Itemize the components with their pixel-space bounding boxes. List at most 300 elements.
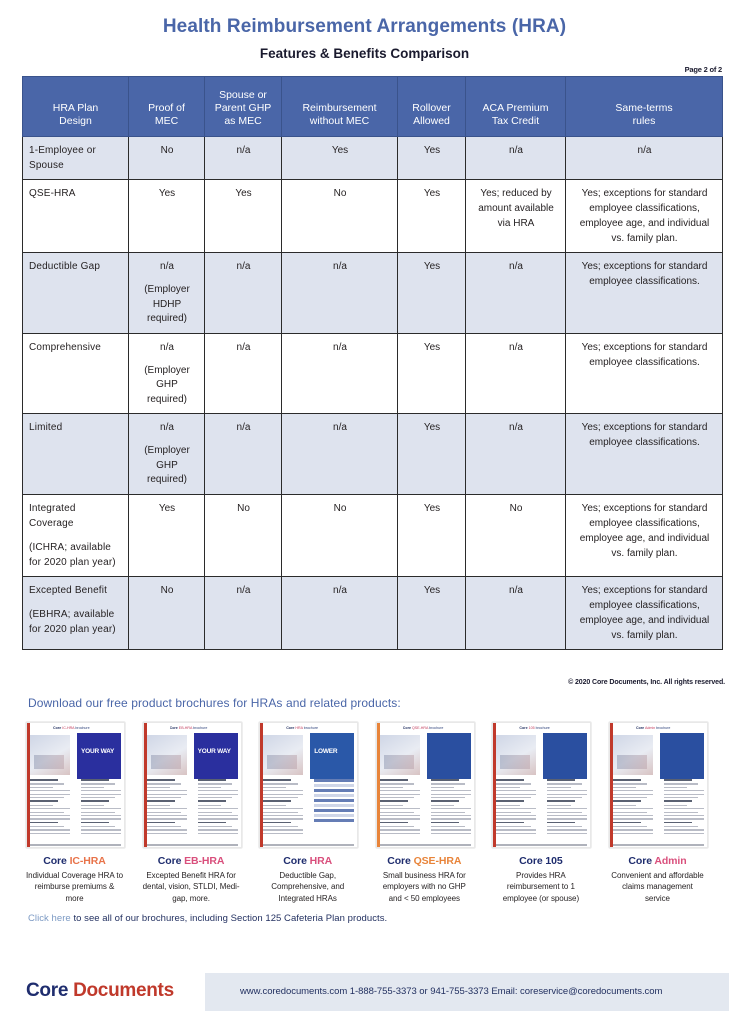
cell-same-terms-rules xyxy=(566,137,723,180)
brochure-text-line xyxy=(198,805,221,806)
brochure-text-line xyxy=(81,829,121,830)
brochure-text-line xyxy=(147,818,187,819)
header-line: Parent GHP xyxy=(214,101,272,114)
brochure-chart-bar xyxy=(314,799,354,802)
page-indicator: Page 2 of 2 xyxy=(684,65,722,74)
brochure-text-line xyxy=(380,794,420,795)
brochure-brand: Core xyxy=(283,855,310,867)
brochure-chart-bar xyxy=(314,779,354,782)
header-line: as MEC xyxy=(224,114,262,127)
brochure-text-line xyxy=(613,790,653,791)
cell-value: Yes; reduced by amount available via HRA xyxy=(478,188,554,229)
page-subtitle: Features & Benefits Comparison xyxy=(259,45,470,61)
brochure-text-line xyxy=(81,783,115,784)
cell-value: Yes; exceptions for standard employee classifications, employee age, and individual vs. family plan. xyxy=(579,188,710,244)
brochure-card[interactable] xyxy=(376,722,473,904)
brochure-text-line xyxy=(664,800,692,802)
brochure-text-line xyxy=(147,826,181,827)
brochure-text-line xyxy=(664,779,692,781)
brochure-chart-bars xyxy=(314,779,354,824)
brochure-text-line xyxy=(263,797,297,798)
brochure-text-line xyxy=(380,797,414,798)
brochure-text-line xyxy=(30,783,64,784)
brochure-body-lines xyxy=(496,779,587,841)
brochure-text-line xyxy=(380,826,414,827)
brochure-text-line xyxy=(81,818,121,819)
cell-value: Yes xyxy=(423,188,441,199)
brochure-footer-rule xyxy=(496,844,587,846)
brochure-footer-rule xyxy=(30,844,121,846)
brochure-cover-header: Core IC-HRA brochure xyxy=(53,726,90,730)
brochure-text-line xyxy=(198,800,226,802)
brochure-text-line xyxy=(147,783,181,784)
brochure-text-line xyxy=(613,779,641,781)
brochure-text-line xyxy=(547,779,575,781)
cell-rollover-allowed xyxy=(398,414,466,495)
brochure-text-line xyxy=(431,783,465,784)
brochure-text-line xyxy=(613,808,653,809)
cell-aca-premium-tax-credit xyxy=(466,137,566,180)
brochure-text-line xyxy=(613,787,636,788)
brochure-text-line xyxy=(81,833,121,834)
brochure-text-line xyxy=(664,815,704,816)
brochure-body-lines xyxy=(147,779,238,841)
brochure-text-line xyxy=(30,800,58,802)
header-line: Design xyxy=(59,114,92,127)
brochure-text-line xyxy=(547,794,587,795)
brochure-text-line xyxy=(664,808,704,809)
plan-name: Comprehensive xyxy=(29,341,101,353)
brochure-text-line xyxy=(496,800,524,802)
brochure-thumbnail[interactable] xyxy=(492,722,591,848)
brochure-text-line xyxy=(613,815,653,816)
brochure-text-column xyxy=(30,779,70,841)
brochure-text-line xyxy=(380,800,408,802)
brochure-thumbnail[interactable] xyxy=(26,722,125,848)
cell-plan-design xyxy=(23,253,129,334)
brochure-cover-panel xyxy=(660,733,704,779)
cell-value: n/a xyxy=(509,584,523,596)
brochure-text-line xyxy=(30,818,70,819)
brochure-text-column xyxy=(263,779,303,841)
cell-value: Yes; exceptions for standard employee classifications, employee age, and individual vs. family plan. xyxy=(579,502,710,559)
brochure-text-column xyxy=(314,779,354,841)
brochure-text-line xyxy=(664,812,698,813)
col-header-spouse-parent-ghp xyxy=(205,77,282,137)
cell-value: Yes xyxy=(423,341,441,353)
brochure-body-lines xyxy=(30,779,121,841)
brochure-product-name: IC-HRA xyxy=(69,855,106,867)
brochure-chart-bar xyxy=(314,819,354,822)
cell-spouse-parent-ghp xyxy=(205,576,282,649)
brochure-text-line xyxy=(263,794,303,795)
header-line: Tax Credit xyxy=(491,114,540,127)
brochure-text-line xyxy=(198,829,238,830)
brochure-title xyxy=(376,855,473,867)
header-line: ACA Premium xyxy=(482,101,549,114)
brochure-text-line xyxy=(664,829,704,830)
comparison-table-wrapper xyxy=(22,76,722,650)
brochure-thumbnail[interactable] xyxy=(609,722,708,848)
brochure-text-line xyxy=(198,787,221,788)
brochure-text-line xyxy=(81,800,109,802)
brochure-text-line xyxy=(613,829,653,830)
cell-value: n/a xyxy=(333,584,347,596)
brochure-footer-rule xyxy=(613,844,704,846)
header-line: MEC xyxy=(154,114,179,127)
brochure-text-line xyxy=(431,826,465,827)
logo-core-text: Core xyxy=(26,980,69,1001)
cell-value: Yes xyxy=(158,502,176,514)
brochure-text-line xyxy=(198,808,238,809)
plan-name: QSE-HRA xyxy=(29,188,76,199)
brochures-link-line xyxy=(28,913,387,924)
cell-rollover-allowed xyxy=(398,253,466,334)
brochure-card[interactable] xyxy=(259,722,356,904)
brochure-description: Small business HRA for employers with no GHP and < 50 employees xyxy=(382,871,466,903)
brochure-text-line xyxy=(30,829,70,830)
cell-value: No xyxy=(237,502,250,514)
brochure-text-line xyxy=(613,818,653,819)
brochure-cover-photo xyxy=(496,735,536,775)
table-header-row xyxy=(23,77,723,137)
brochure-text-line xyxy=(496,812,530,813)
brochure-cover-photo xyxy=(613,735,653,775)
logo-documents-text: Documents xyxy=(73,980,174,1001)
brochure-cover-header: Core HRA brochure xyxy=(286,726,318,730)
core-documents-logo xyxy=(26,980,174,1002)
brochure-text-line xyxy=(547,787,570,788)
brochure-text-line xyxy=(30,808,70,809)
brochure-cover-photo xyxy=(30,735,70,775)
cell-plan-design xyxy=(23,180,129,253)
col-header-proof-of-mec xyxy=(129,77,205,137)
cell-value: n/a xyxy=(236,584,251,596)
header-line: rules xyxy=(632,114,656,127)
brochure-text-column xyxy=(147,779,187,841)
cell-plan-design xyxy=(23,576,129,649)
brochure-text-line xyxy=(496,829,536,830)
brochure-footer-rule xyxy=(263,844,354,846)
brochure-chart-bar xyxy=(314,784,354,787)
brochure-cover-panel xyxy=(543,733,587,779)
brochure-text-line xyxy=(664,822,692,824)
brochure-text-line xyxy=(664,787,687,788)
brochure-text-line xyxy=(547,797,581,798)
brochure-text-line xyxy=(613,805,636,806)
cell-spouse-parent-ghp xyxy=(205,253,282,334)
cell-aca-premium-tax-credit xyxy=(466,414,566,495)
brochure-cover-panel xyxy=(77,733,121,779)
brochure-text-line xyxy=(30,822,58,824)
cell-spouse-parent-ghp xyxy=(205,333,282,414)
brochure-thumbnail[interactable] xyxy=(376,722,475,848)
brochure-brand: Core xyxy=(157,855,185,867)
cell-value: Yes; exceptions for standard employee classifications, employee age, and individual vs. family plan. xyxy=(579,584,710,641)
cell-value: n/a xyxy=(236,341,251,353)
brochure-title xyxy=(492,855,589,867)
plan-name: Limited xyxy=(29,422,63,433)
brochure-text-line xyxy=(431,833,471,834)
brochure-product-name: EB-HRA xyxy=(184,855,225,867)
brochure-text-line xyxy=(496,805,519,806)
table-row xyxy=(23,137,723,180)
cell-reimbursement-without-mec xyxy=(282,180,398,253)
brochure-text-line xyxy=(81,826,115,827)
brochure-text-column xyxy=(496,779,536,841)
plan-note: (EBHRA; available for 2020 plan year) xyxy=(29,608,116,635)
brochure-text-line xyxy=(147,808,187,809)
brochure-text-line xyxy=(198,790,238,791)
brochure-text-line xyxy=(30,833,70,834)
brochure-text-line xyxy=(81,808,121,809)
brochure-card[interactable] xyxy=(492,722,589,904)
brochure-text-line xyxy=(198,833,238,834)
cell-value: n/a xyxy=(333,261,347,272)
cell-reimbursement-without-mec xyxy=(282,137,398,180)
cell-plan-design xyxy=(23,414,129,495)
brochure-text-line xyxy=(547,818,587,819)
cell-plan-design xyxy=(23,494,129,576)
cell-value: No xyxy=(333,502,347,514)
brochure-text-line xyxy=(147,812,181,813)
brochure-cover-header: Core EB-HRA brochure xyxy=(169,726,208,730)
brochure-cover-header: Core QSE-HRA brochure xyxy=(402,726,444,730)
cell-same-terms-rules xyxy=(566,333,723,414)
cell-proof-of-mec xyxy=(129,137,205,180)
brochure-text-line xyxy=(380,818,420,819)
brochure-text-line xyxy=(613,800,641,802)
brochure-text-line xyxy=(198,826,232,827)
plan-note: (ICHRA; available for 2020 plan year) xyxy=(29,541,116,568)
brochure-text-line xyxy=(547,829,587,830)
cell-value: n/a xyxy=(160,261,174,272)
brochure-product-name: QSE-HRA xyxy=(413,855,462,867)
brochure-text-line xyxy=(30,826,64,827)
header-line: Rollover xyxy=(412,101,451,114)
hra-comparison-table xyxy=(22,76,723,650)
cell-aca-premium-tax-credit xyxy=(466,253,566,334)
cell-proof-of-mec xyxy=(129,253,205,334)
brochure-text-line xyxy=(431,790,471,791)
cell-spouse-parent-ghp xyxy=(205,180,282,253)
click-here-rest: to see all of our brochures, including Section 125 Cafeteria Plan products. xyxy=(70,913,388,924)
brochure-text-line xyxy=(263,800,291,802)
brochure-text-line xyxy=(496,818,536,819)
brochure-text-line xyxy=(547,815,587,816)
cell-value: n/a xyxy=(236,261,251,272)
cell-reimbursement-without-mec xyxy=(282,576,398,649)
brochure-text-line xyxy=(198,822,226,824)
brochure-text-line xyxy=(431,812,465,813)
brochure-text-line xyxy=(380,833,420,834)
brochure-text-line xyxy=(198,815,238,816)
page-title: Health Reimbursement Arrangements (HRA) xyxy=(162,16,567,37)
brochure-brand: Core xyxy=(628,855,655,867)
cell-same-terms-rules xyxy=(566,494,723,576)
brochure-text-column xyxy=(547,779,587,841)
brochure-text-line xyxy=(664,790,704,791)
brochure-text-line xyxy=(198,797,232,798)
brochure-chart-bar xyxy=(314,804,354,807)
cell-spouse-parent-ghp xyxy=(205,137,282,180)
col-header-reimbursement-without-mec xyxy=(282,77,398,137)
cell-same-terms-rules xyxy=(566,253,723,334)
brochure-text-line xyxy=(81,790,121,791)
brochure-text-line xyxy=(81,812,115,813)
brochure-cover-header: Core 105 brochure xyxy=(519,726,550,730)
brochure-text-line xyxy=(263,822,291,824)
cell-same-terms-rules xyxy=(566,180,723,253)
table-row xyxy=(23,576,723,649)
brochure-text-line xyxy=(147,829,187,830)
cell-same-terms-rules xyxy=(566,414,723,495)
cell-proof-of-mec xyxy=(129,414,205,495)
brochure-thumbnail[interactable] xyxy=(143,722,242,848)
brochure-text-line xyxy=(496,787,519,788)
brochure-footer-rule xyxy=(380,844,471,846)
cell-value: Yes xyxy=(158,188,176,199)
brochure-chart-bar xyxy=(314,814,354,817)
brochure-body-lines xyxy=(380,779,471,841)
cell-value: n/a xyxy=(637,145,652,156)
brochure-text-line xyxy=(496,815,536,816)
brochure-text-line xyxy=(81,815,121,816)
brochure-card[interactable] xyxy=(609,722,706,904)
cell-note: (Employer HDHP required) xyxy=(144,284,190,324)
brochure-text-line xyxy=(147,787,170,788)
cell-value: n/a xyxy=(160,422,174,433)
col-header-aca-premium-tax-credit xyxy=(466,77,566,137)
header-line: Proof of xyxy=(148,101,185,114)
brochure-text-line xyxy=(147,794,187,795)
header-line: Allowed xyxy=(413,114,450,127)
cell-reimbursement-without-mec xyxy=(282,333,398,414)
brochure-text-line xyxy=(431,800,459,802)
cell-aca-premium-tax-credit xyxy=(466,180,566,253)
cell-rollover-allowed xyxy=(398,494,466,576)
brochure-text-line xyxy=(613,783,647,784)
brochure-product-name: Admin xyxy=(654,855,687,867)
brochure-product-name: 105 xyxy=(545,855,563,867)
brochure-chart-bar xyxy=(314,789,354,792)
brochure-text-line xyxy=(431,805,454,806)
plan-name: Excepted Benefit xyxy=(29,584,108,596)
cell-value: No xyxy=(333,188,347,199)
brochure-text-line xyxy=(431,829,471,830)
cell-rollover-allowed xyxy=(398,180,466,253)
cell-note: (Employer GHP required) xyxy=(144,364,190,405)
brochure-text-column xyxy=(664,779,704,841)
cell-proof-of-mec xyxy=(129,180,205,253)
plan-name: Integrated Coverage xyxy=(29,502,76,529)
cell-spouse-parent-ghp xyxy=(205,494,282,576)
cell-value: n/a xyxy=(509,422,523,433)
table-row xyxy=(23,333,723,414)
brochure-text-line xyxy=(263,790,303,791)
brochure-text-column xyxy=(431,779,471,841)
brochure-text-line xyxy=(431,797,465,798)
cell-value: Yes xyxy=(235,188,252,199)
cell-proof-of-mec xyxy=(129,576,205,649)
col-header-same-terms-rules xyxy=(566,77,723,137)
brochure-text-column xyxy=(198,779,238,841)
col-header-hra-plan-design xyxy=(23,77,129,137)
brochure-cover-headline: YOUR WAY xyxy=(197,748,231,755)
brochure-title xyxy=(259,855,356,867)
brochure-text-line xyxy=(431,815,471,816)
brochure-card[interactable] xyxy=(143,722,240,904)
brochure-description: Provides HRA reimbursement to 1 employee (or spouse) xyxy=(502,871,580,903)
brochure-thumbnail[interactable] xyxy=(259,722,358,848)
cell-aca-premium-tax-credit xyxy=(466,576,566,649)
brochure-cover-photo xyxy=(147,735,187,775)
cell-value: Yes xyxy=(423,584,441,596)
brochure-brand: Core xyxy=(387,855,414,867)
brochure-text-line xyxy=(147,815,187,816)
brochure-text-line xyxy=(30,779,58,781)
cell-same-terms-rules xyxy=(566,576,723,649)
cell-rollover-allowed xyxy=(398,576,466,649)
brochure-card[interactable] xyxy=(26,722,123,904)
brochure-text-line xyxy=(147,800,175,802)
table-row xyxy=(23,253,723,334)
brochure-text-line xyxy=(496,794,536,795)
cell-value: No xyxy=(160,584,174,596)
brochure-text-line xyxy=(664,818,704,819)
brochure-text-line xyxy=(547,800,575,802)
cell-aca-premium-tax-credit xyxy=(466,494,566,576)
cell-aca-premium-tax-credit xyxy=(466,333,566,414)
brochure-text-line xyxy=(496,790,536,791)
brochure-text-column xyxy=(613,779,653,841)
brochure-text-line xyxy=(431,794,471,795)
brochure-text-line xyxy=(380,779,408,781)
brochure-text-line xyxy=(263,812,297,813)
brochure-text-line xyxy=(380,787,403,788)
cell-value: n/a xyxy=(509,145,523,156)
brochure-brand: Core xyxy=(519,855,546,867)
brochure-text-line xyxy=(81,805,104,806)
brochure-text-line xyxy=(496,826,530,827)
brochure-text-line xyxy=(198,779,226,781)
brochure-text-line xyxy=(613,797,647,798)
brochure-text-line xyxy=(263,787,286,788)
brochure-text-line xyxy=(547,808,587,809)
brochure-text-column xyxy=(380,779,420,841)
cell-value: n/a xyxy=(333,341,347,353)
brochure-text-line xyxy=(664,805,687,806)
cell-reimbursement-without-mec xyxy=(282,253,398,334)
brochure-text-line xyxy=(547,826,581,827)
cell-note: (Employer GHP required) xyxy=(144,445,190,485)
brochure-product-name: HRA xyxy=(309,855,333,867)
brochure-text-line xyxy=(380,805,403,806)
brochure-text-line xyxy=(496,808,536,809)
header-line: HRA Plan xyxy=(52,101,99,114)
brochure-text-line xyxy=(30,794,70,795)
brochure-text-line xyxy=(147,833,187,834)
brochure-text-line xyxy=(613,822,641,824)
brochure-footer-rule xyxy=(147,844,238,846)
click-here-link[interactable]: Click here xyxy=(28,913,71,924)
brochure-text-line xyxy=(147,797,181,798)
plan-name: 1-Employee or Spouse xyxy=(29,145,96,171)
brochure-description: Individual Coverage HRA to reimburse premiums & more xyxy=(26,871,123,903)
brochure-text-line xyxy=(431,822,459,824)
brochure-text-line xyxy=(198,812,232,813)
cell-rollover-allowed xyxy=(398,333,466,414)
